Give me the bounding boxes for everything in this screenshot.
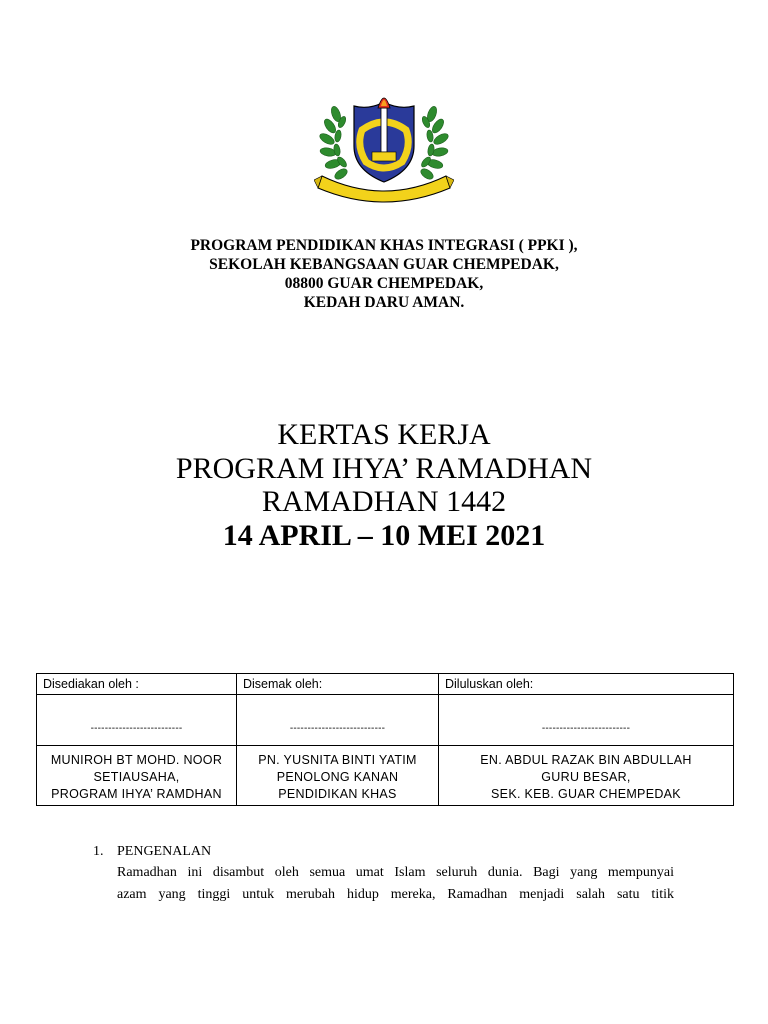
signatory-name: PN. YUSNITA BINTI YATIM	[258, 753, 417, 767]
signatory-org: SEK. KEB. GUAR CHEMPEDAK	[491, 787, 681, 801]
address-line-4: KEDAH DARU AMAN.	[303, 294, 465, 311]
introduction-paragraph	[117, 862, 674, 906]
header-checked-by: Disemak oleh:	[237, 674, 439, 695]
signatory-role: PENOLONG KANAN	[276, 770, 399, 784]
paragraph-line-1: Ramadhan ini disambut oleh semua umat Islam seluruh dunia. Bagi yang mempunyai	[117, 865, 674, 880]
signatory-name: MUNIROH BT MOHD. NOOR	[50, 753, 223, 767]
signature-line: ---------------------------	[289, 723, 386, 734]
signature-header-row	[37, 674, 734, 695]
title-line-3: RAMADHAN 1442	[261, 485, 507, 518]
signature-cell-approved	[439, 695, 734, 746]
signatory-names-row	[37, 746, 734, 806]
school-crest	[314, 84, 454, 204]
header-prepared-by: Disediakan oleh :	[37, 674, 237, 695]
signature-line-row	[37, 695, 734, 746]
school-crest-icon	[314, 84, 454, 204]
paragraph-line-2: azam yang tinggi untuk merubah hidup mereka, Ramadhan menjadi salah satu titik	[117, 887, 674, 902]
signatory-prepared	[37, 746, 237, 806]
signatory-name: EN. ABDUL RAZAK BIN ABDULLAH	[480, 753, 692, 767]
address-line-3: 08800 GUAR CHEMPEDAK,	[284, 275, 484, 292]
section-heading-introduction	[93, 843, 211, 861]
signatory-role: GURU BESAR,	[541, 770, 631, 784]
signatory-org: PROGRAM IHYA’ RAMDHAN	[51, 787, 222, 801]
signature-line: --------------------------	[90, 723, 183, 734]
school-address	[0, 236, 768, 312]
address-line-2: SEKOLAH KEBANGSAAN GUAR CHEMPEDAK,	[209, 256, 559, 273]
address-line-1: PROGRAM PENDIDIKAN KHAS INTEGRASI ( PPKI ),	[190, 237, 578, 254]
section-number: 1.	[93, 844, 104, 859]
signature-line: -------------------------	[541, 723, 631, 734]
title-line-2: PROGRAM IHYA’ RAMADHAN	[175, 451, 593, 485]
document-title	[0, 418, 768, 552]
title-line-1: KERTAS KERJA	[277, 418, 491, 451]
title-line-4-dates: 14 APRIL – 10 MEI 2021	[222, 518, 546, 552]
signature-table	[36, 673, 734, 806]
signatory-approved	[439, 746, 734, 806]
signature-cell-prepared	[37, 695, 237, 746]
signatory-org: PENDIDIKAN KHAS	[278, 787, 397, 801]
section-title: PENGENALAN	[117, 844, 212, 859]
header-approved-by: Diluluskan oleh:	[439, 674, 734, 695]
signatory-role: SETIAUSAHA,	[93, 770, 180, 784]
signature-cell-checked	[237, 695, 439, 746]
signatory-checked	[237, 746, 439, 806]
